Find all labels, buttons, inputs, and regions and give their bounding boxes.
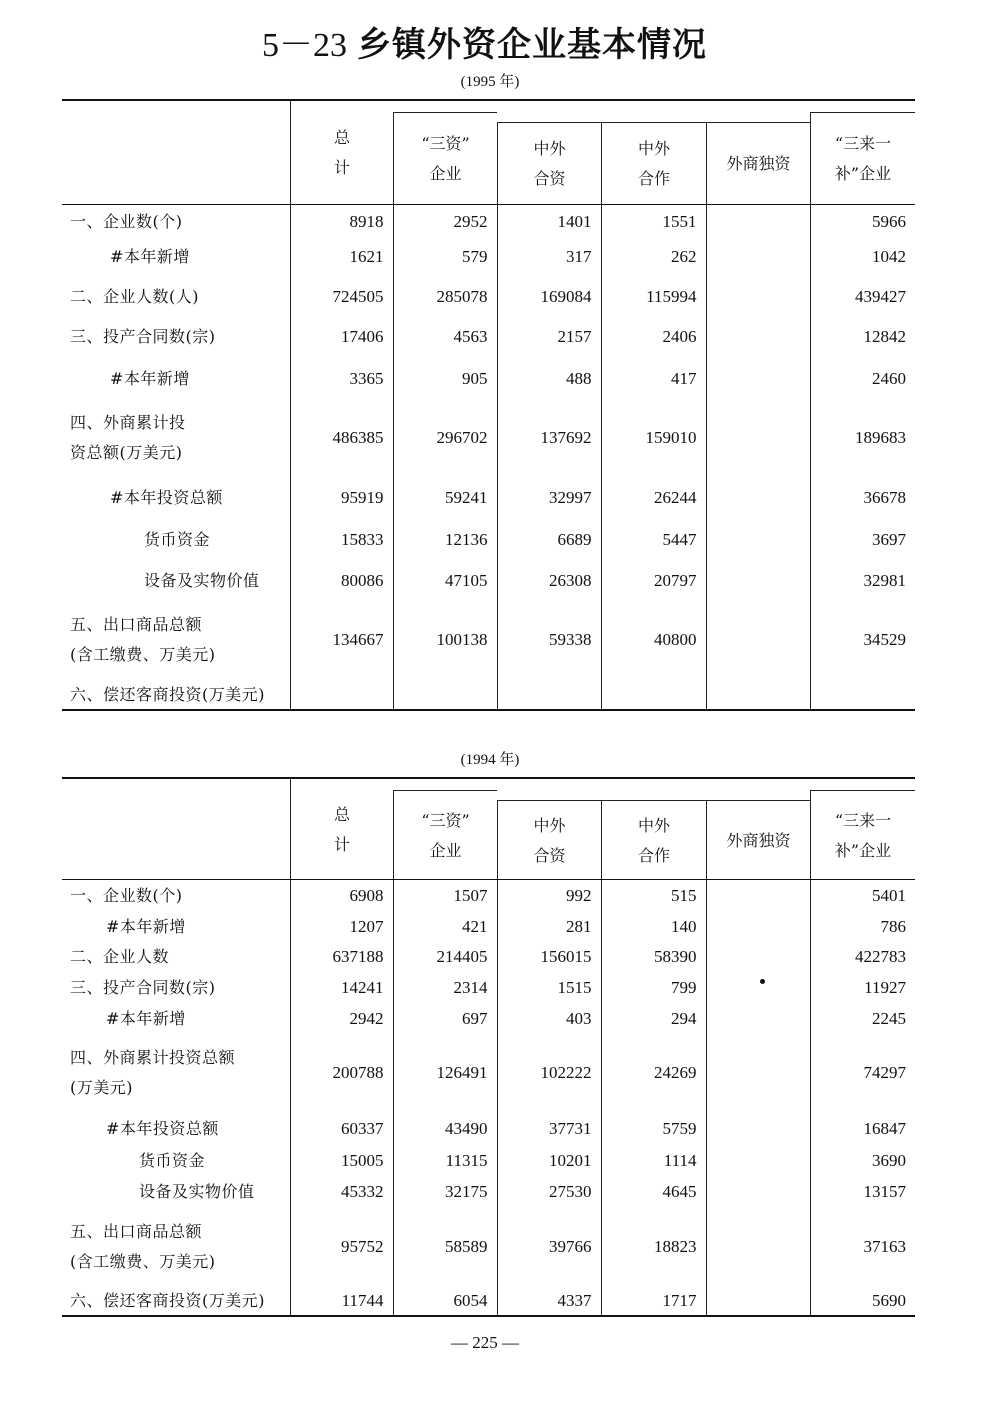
cell-total: 486385 [290, 400, 393, 476]
table-bottom-rule [62, 1315, 915, 1317]
cell-sanlai: 5966 [810, 205, 915, 238]
table-row [62, 238, 915, 276]
header-duzi-line: 外商独资 [726, 154, 791, 173]
cell-hezi: 10201 [497, 1146, 601, 1176]
cell-sanlai: 422783 [810, 942, 915, 972]
cell-hezi: 1401 [497, 205, 601, 238]
cell-duzi [706, 912, 810, 942]
cell-sanlai: 2460 [810, 357, 915, 400]
table-row [62, 560, 915, 601]
table-row [62, 1003, 915, 1034]
cell-total: 45332 [290, 1176, 393, 1207]
table-row [62, 942, 915, 972]
table-row [62, 1112, 915, 1146]
cell-duzi [706, 357, 810, 400]
row-label: 四、外商累计投 资总额(万美元) [70, 413, 186, 462]
cell-duzi [706, 1176, 810, 1207]
header-hezi-line: 合资 [533, 169, 566, 188]
cell-total: 724505 [290, 276, 393, 317]
cell-duzi [706, 942, 810, 972]
table-bottom-rule [62, 709, 915, 711]
header-duzi [706, 122, 810, 205]
table-row [62, 519, 915, 560]
cell-sanzi: 4563 [393, 317, 497, 357]
header-hezuo [601, 800, 706, 880]
page-title [262, 20, 707, 70]
header-hezi [497, 122, 601, 205]
table-row [62, 357, 915, 400]
cell-duzi [706, 1112, 810, 1146]
cell-hezuo: 20797 [601, 560, 706, 601]
table-row [62, 205, 915, 238]
header-total-line: 总 [333, 804, 350, 824]
table-number: 5－23 [262, 27, 347, 64]
cell-hezuo: 262 [601, 238, 706, 276]
row-label: 设备及实物价值 [144, 570, 260, 590]
cell-sanlai: 37163 [810, 1207, 915, 1286]
cell-sanzi [393, 679, 497, 710]
year-label-1994: (1994 年) [460, 752, 520, 768]
cell-duzi [706, 238, 810, 276]
cell-total [290, 679, 393, 710]
cell-total: 95919 [290, 476, 393, 519]
cell-hezuo: 294 [601, 1003, 706, 1034]
cell-sanlai: 3690 [810, 1146, 915, 1176]
row-label: 三、投产合同数(宗) [70, 327, 216, 346]
cell-duzi [706, 601, 810, 679]
table-row [62, 601, 915, 679]
cell-sanlai: 16847 [810, 1112, 915, 1146]
header-total [290, 101, 393, 205]
cell-sanzi: 126491 [393, 1034, 497, 1112]
cell-duzi [706, 560, 810, 601]
cell-total: 2942 [290, 1003, 393, 1034]
header-sanzi-line: 企业 [429, 164, 462, 183]
cell-total: 14241 [290, 972, 393, 1003]
cell-hezuo: 4645 [601, 1176, 706, 1207]
cell-total: 1621 [290, 238, 393, 276]
header-hezuo-line: 中外 [637, 139, 670, 158]
cell-sanzi: 6054 [393, 1286, 497, 1316]
header-sanzi [393, 790, 497, 880]
table-row [62, 317, 915, 357]
row-label: 五、出口商品总额 (含工缴费、万美元) [70, 615, 216, 664]
cell-hezuo: 140 [601, 912, 706, 942]
cell-duzi [706, 880, 810, 912]
cell-hezuo: 515 [601, 880, 706, 912]
header-total-line: 总 [333, 128, 350, 147]
header-sanzi [393, 112, 497, 205]
cell-hezi: 37731 [497, 1112, 601, 1146]
cell-hezi: 137692 [497, 400, 601, 476]
header-hezi-line: 中外 [533, 815, 566, 835]
row-label: 一、企业数(个) [70, 211, 183, 231]
row-label: 二、企业人数 [70, 947, 170, 966]
header-hezuo-line: 合作 [637, 845, 670, 865]
table-row [62, 276, 915, 317]
cell-sanzi: 296702 [393, 400, 497, 476]
cell-sanlai: 5401 [810, 880, 915, 912]
header-hezuo [601, 122, 706, 205]
header-sanzi-line: “三资” [421, 134, 470, 153]
header-duzi-line: 外商独资 [726, 830, 791, 850]
table-header [62, 779, 915, 880]
cell-sanzi: 47105 [393, 560, 497, 601]
cell-hezuo: 24269 [601, 1034, 706, 1112]
table-row [62, 880, 915, 912]
cell-sanzi: 11315 [393, 1146, 497, 1176]
cell-sanzi: 43490 [393, 1112, 497, 1146]
cell-duzi [706, 1003, 810, 1034]
header-sanlai-line: “三来一 [834, 134, 892, 153]
title-text: 乡镇外资企业基本情况 [357, 25, 707, 65]
cell-hezuo: 1551 [601, 205, 706, 238]
cell-sanlai: 32981 [810, 560, 915, 601]
cell-sanlai: 74297 [810, 1034, 915, 1112]
cell-hezuo: 40800 [601, 601, 706, 679]
header-hezi-line: 合资 [533, 845, 566, 865]
cell-duzi [706, 276, 810, 317]
cell-hezuo: 417 [601, 357, 706, 400]
cell-sanlai: 786 [810, 912, 915, 942]
cell-sanlai [810, 679, 915, 710]
cell-sanzi: 697 [393, 1003, 497, 1034]
header-total [290, 779, 393, 880]
cell-sanzi: 2314 [393, 972, 497, 1003]
cell-total: 200788 [290, 1034, 393, 1112]
cell-hezuo: 1114 [601, 1146, 706, 1176]
cell-duzi [706, 519, 810, 560]
cell-total: 15005 [290, 1146, 393, 1176]
cell-hezi: 2157 [497, 317, 601, 357]
cell-sanlai: 34529 [810, 601, 915, 679]
cell-total: 134667 [290, 601, 393, 679]
row-label: 六、偿还客商投资(万美元) [70, 684, 265, 704]
cell-duzi [706, 1286, 810, 1316]
cell-sanzi: 59241 [393, 476, 497, 519]
header-sanlai [810, 790, 915, 880]
cell-hezi: 169084 [497, 276, 601, 317]
cell-sanzi: 214405 [393, 942, 497, 972]
row-label: #本年投资总额 [106, 1119, 219, 1138]
cell-sanzi: 2952 [393, 205, 497, 238]
cell-sanlai: 13157 [810, 1176, 915, 1207]
cell-hezuo: 26244 [601, 476, 706, 519]
cell-hezuo: 159010 [601, 400, 706, 476]
cell-hezi [497, 679, 601, 710]
row-label: 六、偿还客商投资(万美元) [70, 1291, 265, 1310]
table-row [62, 400, 915, 476]
cell-total: 3365 [290, 357, 393, 400]
cell-hezi: 4337 [497, 1286, 601, 1316]
table-row [62, 679, 915, 710]
cell-hezuo: 5447 [601, 519, 706, 560]
cell-hezi: 32997 [497, 476, 601, 519]
cell-duzi [706, 1146, 810, 1176]
header-hezuo-line: 中外 [637, 815, 670, 835]
row-label: #本年新增 [106, 1008, 186, 1028]
cell-sanlai: 11927 [810, 972, 915, 1003]
cell-duzi [706, 972, 810, 1003]
cell-hezi: 403 [497, 1003, 601, 1034]
page-number: — 225 — [451, 1333, 519, 1352]
header-total-line: 计 [333, 158, 350, 177]
cell-sanzi: 12136 [393, 519, 497, 560]
cell-total: 60337 [290, 1112, 393, 1146]
cell-hezi: 59338 [497, 601, 601, 679]
header-sanlai-line: “三来一 [834, 810, 892, 830]
row-label: 货币资金 [139, 1151, 206, 1170]
header-hezi [497, 800, 601, 880]
cell-total: 15833 [290, 519, 393, 560]
row-label: 货币资金 [144, 529, 211, 549]
header-sanlai-line: 补”企业 [834, 840, 892, 860]
cell-hezuo: 2406 [601, 317, 706, 357]
cell-hezi: 102222 [497, 1034, 601, 1112]
table-row [62, 1207, 915, 1286]
cell-sanzi: 100138 [393, 601, 497, 679]
cell-duzi [706, 679, 810, 710]
scan-speck [760, 979, 765, 984]
header-duzi [706, 800, 810, 880]
row-label: 五、出口商品总额 (含工缴费、万美元) [70, 1221, 216, 1271]
cell-sanzi: 905 [393, 357, 497, 400]
cell-sanlai: 12842 [810, 317, 915, 357]
table-row [62, 1286, 915, 1316]
row-label: #本年新增 [110, 368, 190, 388]
cell-total: 95752 [290, 1207, 393, 1286]
data-table-1994 [62, 880, 915, 1316]
table-row [62, 1146, 915, 1176]
cell-duzi [706, 400, 810, 476]
header-hezi-line: 中外 [533, 139, 566, 158]
cell-total: 1207 [290, 912, 393, 942]
table-row [62, 1034, 915, 1112]
cell-sanzi: 58589 [393, 1207, 497, 1286]
row-label: #本年新增 [106, 917, 186, 936]
row-label: #本年投资总额 [110, 487, 223, 507]
cell-duzi [706, 476, 810, 519]
row-label: 二、企业人数(人) [70, 286, 199, 306]
cell-total: 80086 [290, 560, 393, 601]
cell-sanlai: 5690 [810, 1286, 915, 1316]
cell-hezi: 6689 [497, 519, 601, 560]
header-hezuo-line: 合作 [637, 169, 670, 188]
header-sanzi-line: 企业 [429, 840, 462, 860]
cell-sanlai: 1042 [810, 238, 915, 276]
table-header [62, 101, 915, 205]
cell-hezi: 26308 [497, 560, 601, 601]
cell-hezuo: 5759 [601, 1112, 706, 1146]
cell-duzi [706, 205, 810, 238]
row-label: 一、企业数(个) [70, 886, 183, 905]
table-row [62, 972, 915, 1003]
table-row [62, 912, 915, 942]
cell-total: 637188 [290, 942, 393, 972]
cell-total: 6908 [290, 880, 393, 912]
cell-hezuo: 799 [601, 972, 706, 1003]
cell-sanlai: 3697 [810, 519, 915, 560]
row-label: 四、外商累计投资总额 (万美元) [70, 1048, 236, 1097]
data-table-1995 [62, 205, 915, 710]
cell-hezi: 281 [497, 912, 601, 942]
cell-hezuo [601, 679, 706, 710]
header-sanzi-line: “三资” [421, 810, 470, 830]
cell-hezi: 39766 [497, 1207, 601, 1286]
cell-hezi: 488 [497, 357, 601, 400]
cell-sanlai: 36678 [810, 476, 915, 519]
cell-hezi: 156015 [497, 942, 601, 972]
row-label: 设备及实物价值 [139, 1181, 255, 1201]
cell-hezuo: 1717 [601, 1286, 706, 1316]
cell-hezuo: 115994 [601, 276, 706, 317]
cell-sanzi: 32175 [393, 1176, 497, 1207]
row-label: 三、投产合同数(宗) [70, 977, 216, 997]
cell-sanlai: 189683 [810, 400, 915, 476]
table-row [62, 476, 915, 519]
cell-hezuo: 58390 [601, 942, 706, 972]
cell-sanlai: 2245 [810, 1003, 915, 1034]
header-total-line: 计 [333, 834, 350, 854]
row-label: #本年新增 [110, 247, 190, 266]
cell-duzi [706, 1034, 810, 1112]
cell-duzi [706, 317, 810, 357]
header-sanlai [810, 112, 915, 205]
cell-sanzi: 579 [393, 238, 497, 276]
cell-total: 11744 [290, 1286, 393, 1316]
table-row [62, 1176, 915, 1207]
cell-hezi: 1515 [497, 972, 601, 1003]
header-sanlai-line: 补”企业 [834, 164, 892, 183]
cell-sanzi: 1507 [393, 880, 497, 912]
cell-hezi: 992 [497, 880, 601, 912]
cell-total: 17406 [290, 317, 393, 357]
year-label-1995: (1995 年) [460, 74, 520, 90]
cell-total: 8918 [290, 205, 393, 238]
cell-sanlai: 439427 [810, 276, 915, 317]
cell-sanzi: 421 [393, 912, 497, 942]
cell-hezi: 27530 [497, 1176, 601, 1207]
cell-duzi [706, 1207, 810, 1286]
cell-hezi: 317 [497, 238, 601, 276]
cell-sanzi: 285078 [393, 276, 497, 317]
cell-hezuo: 18823 [601, 1207, 706, 1286]
